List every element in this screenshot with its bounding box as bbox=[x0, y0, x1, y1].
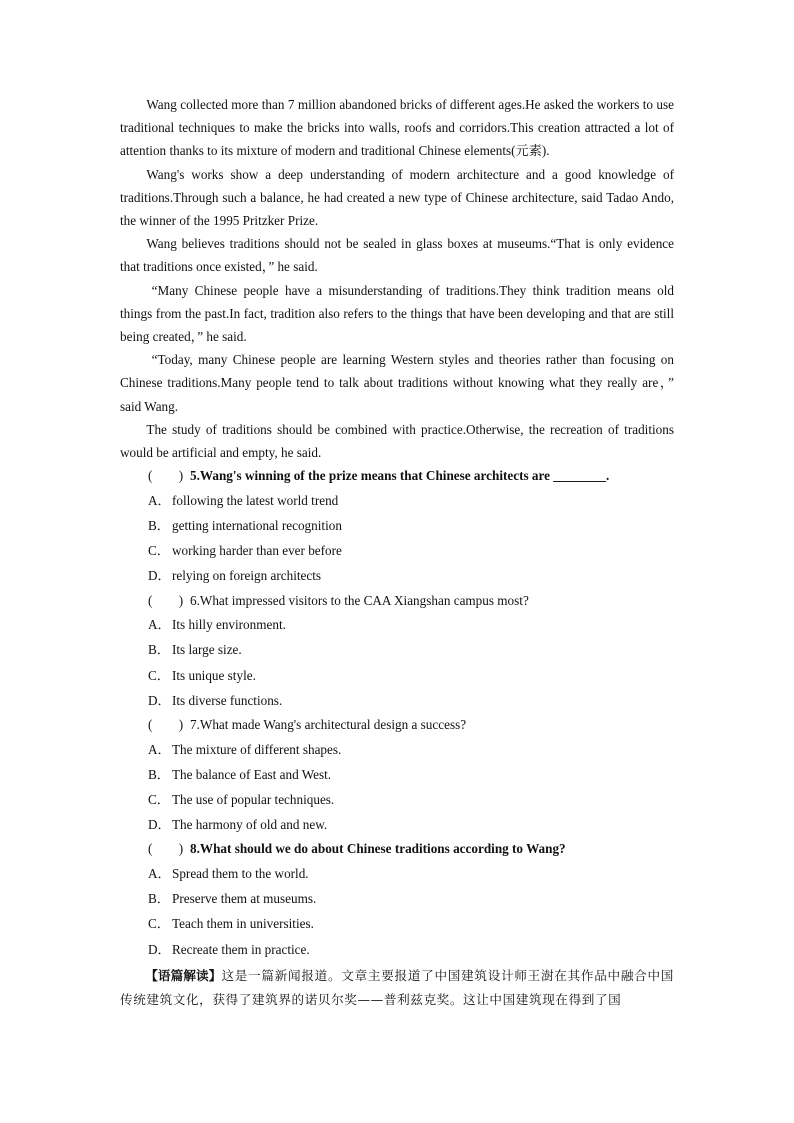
option-letter: C． bbox=[148, 792, 170, 808]
option-text: relying on foreign architects bbox=[172, 568, 322, 584]
passage-paragraph-4: “Many Chinese people have a misunderstanding of traditions.They think tradition means old things from the past.In fact, tradition also refers to the things that have been developing and that are still being created，” he said. bbox=[120, 282, 674, 345]
passage-analysis bbox=[120, 964, 674, 1013]
option-letter: A． bbox=[148, 492, 171, 508]
analysis-text: 这是一篇新闻报道。文章主要报道了中国建筑设计师王澍在其作品中融合中国传统建筑文化，获得了建筑界的诺贝尔奖——普利兹克奖。这让中国建筑现在得到了国 bbox=[120, 967, 674, 1008]
option-letter: B． bbox=[148, 518, 170, 534]
option-letter: D． bbox=[148, 817, 171, 833]
option-text: The balance of East and West. bbox=[172, 766, 332, 782]
option-text: Recreate them in practice. bbox=[172, 941, 310, 957]
passage-paragraph-1: Wang collected more than 7 million abandoned bricks of different ages.He asked the workers to use traditional techniques to make the bricks into walls, roofs and corridors.This creation attracted a lot of attention thanks to its mixture of modern and traditional Chinese elements(元素). bbox=[120, 97, 674, 159]
question-stem: 6.What impressed visitors to the CAA Xiangshan campus most? bbox=[190, 592, 529, 608]
option-text: Its hilly environment. bbox=[172, 617, 286, 633]
passage-paragraph-5: “Today, many Chinese people are learning Western styles and theories rather than focusing on Chinese traditions.Many people tend to talk about traditions without knowing what they really are，” said Wang. bbox=[120, 352, 674, 414]
option-text: getting international recognition bbox=[172, 518, 342, 534]
option-c bbox=[120, 663, 674, 688]
option-a bbox=[120, 861, 674, 886]
analysis-tag: 【语篇解读】 bbox=[145, 967, 222, 983]
option-letter: A． bbox=[148, 741, 171, 757]
option-b bbox=[120, 762, 674, 787]
passage-paragraph-6: The study of traditions should be combined with practice.Otherwise, the recreation of traditions would be artificial and empty, he said. bbox=[120, 421, 674, 461]
option-d bbox=[120, 563, 674, 588]
option-c bbox=[120, 538, 674, 563]
answer-blank: ( ) bbox=[148, 717, 184, 733]
question-stem-line bbox=[120, 464, 674, 488]
page-content bbox=[120, 93, 674, 1013]
option-d bbox=[120, 688, 674, 713]
option-text: Spread them to the world. bbox=[172, 866, 309, 882]
option-text: The harmony of old and new. bbox=[172, 817, 328, 833]
option-a bbox=[120, 488, 674, 513]
passage-paragraph-2: Wang's works show a deep understanding of modern architecture and a good knowledge of traditions.Through such a balance, he had created a new type of Chinese architecture, said Tadao Ando, the winner of the 1995 Pritzker Prize. bbox=[120, 166, 674, 229]
question-8 bbox=[120, 837, 674, 961]
option-b bbox=[120, 513, 674, 538]
option-c bbox=[120, 911, 674, 936]
option-letter: C． bbox=[148, 667, 170, 683]
option-letter: A． bbox=[148, 866, 171, 882]
option-d bbox=[120, 812, 674, 837]
question-stem: 5.Wang's winning of the prize means that Chinese architects are ________. bbox=[190, 468, 610, 484]
question-stem-line bbox=[120, 713, 674, 737]
option-text: Its unique style. bbox=[172, 667, 256, 683]
option-text: Preserve them at museums. bbox=[172, 891, 317, 907]
answer-blank: ( ) bbox=[148, 468, 184, 484]
option-letter: D． bbox=[148, 692, 171, 708]
option-b bbox=[120, 886, 674, 911]
option-text: Its large size. bbox=[172, 642, 242, 658]
option-letter: C． bbox=[148, 543, 170, 559]
question-5 bbox=[120, 464, 674, 588]
option-b bbox=[120, 637, 674, 662]
option-text: The use of popular techniques. bbox=[172, 792, 335, 808]
option-letter: C． bbox=[148, 916, 170, 932]
option-letter: B． bbox=[148, 766, 170, 782]
question-7 bbox=[120, 713, 674, 837]
option-a bbox=[120, 612, 674, 637]
option-a bbox=[120, 737, 674, 762]
passage-paragraph-3: Wang believes traditions should not be sealed in glass boxes at museums.“That is only evidence that traditions once existed，” he said. bbox=[120, 236, 674, 275]
option-text: Its diverse functions. bbox=[172, 692, 283, 708]
question-6 bbox=[120, 589, 674, 713]
option-letter: A． bbox=[148, 617, 171, 633]
question-stem: 7.What made Wang's architectural design a success? bbox=[190, 717, 467, 733]
option-letter: B． bbox=[148, 891, 170, 907]
option-letter: B． bbox=[148, 642, 170, 658]
option-text: working harder than ever before bbox=[172, 543, 342, 559]
option-text: following the latest world trend bbox=[172, 492, 339, 508]
option-d bbox=[120, 937, 674, 962]
question-stem-line bbox=[120, 589, 674, 613]
question-stem: 8.What should we do about Chinese traditions according to Wang? bbox=[190, 841, 566, 857]
question-stem-line bbox=[120, 837, 674, 861]
option-text: The mixture of different shapes. bbox=[172, 741, 342, 757]
option-letter: D． bbox=[148, 941, 171, 957]
answer-blank: ( ) bbox=[148, 592, 184, 608]
answer-blank: ( ) bbox=[148, 841, 184, 857]
option-text: Teach them in universities. bbox=[172, 916, 314, 932]
option-c bbox=[120, 787, 674, 812]
option-letter: D． bbox=[148, 568, 171, 584]
